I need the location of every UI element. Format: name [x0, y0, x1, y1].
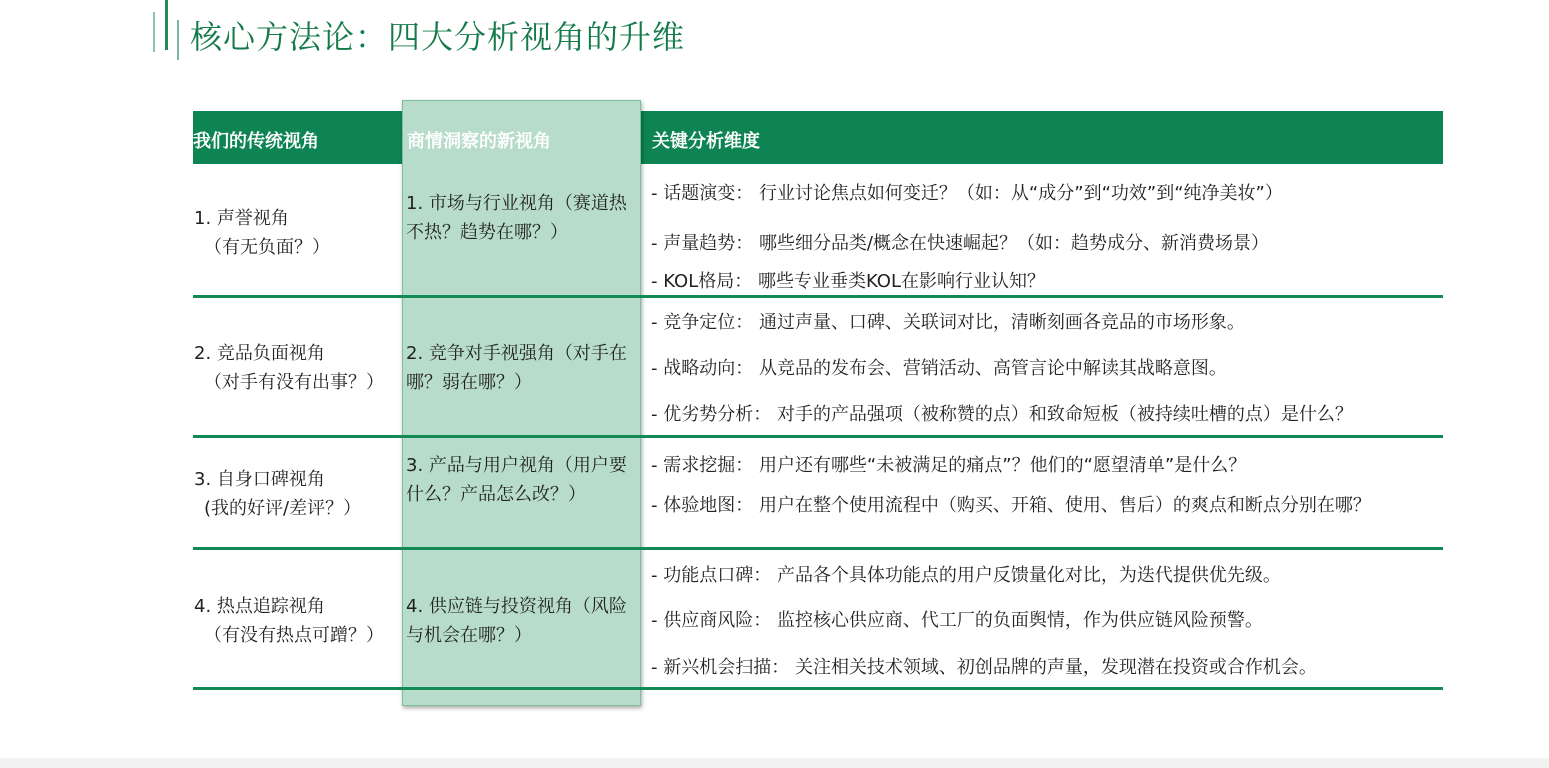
new-view-cell: 3. 产品与用户视角（用户要什么？产品怎么改？） [406, 455, 627, 505]
traditional-view-cell [194, 465, 361, 523]
new-view-cell: 1. 市场与行业视角（赛道热不热？趋势在哪？） [406, 193, 627, 243]
dimension-item: - 体验地图： 用户在整个使用流程中（购买、开箱、使用、售后）的爽点和断点分别在哪？ [651, 495, 1371, 516]
dimension-item: - 供应商风险： 监控核心供应商、代工厂的负面舆情，作为供应链风险预警。 [651, 610, 1263, 631]
dimension-item: - 战略动向： 从竞品的发布会、营销活动、高管言论中解读其战略意图。 [651, 358, 1227, 379]
dimension-item: - 功能点口碑： 产品各个具体功能点的用户反馈量化对比，为迭代提供优先级。 [651, 565, 1281, 586]
dimension-item: - 优劣势分析： 对手的产品强项（被称赞的点）和致命短板（被持续吐槽的点）是什么？ [651, 404, 1353, 425]
traditional-view-cell [194, 592, 384, 650]
row-divider [193, 687, 1443, 690]
title-decoration-bar [177, 20, 179, 60]
traditional-view-title: 3. 自身口碑视角 [194, 469, 325, 490]
header-new-view: 商情洞察的新视角 [407, 131, 551, 152]
traditional-view-question: （有无负面？） [204, 237, 330, 258]
traditional-view-title: 2. 竞品负面视角 [194, 343, 325, 364]
dimension-item: - 需求挖掘： 用户还有哪些“未被满足的痛点”？他们的“愿望清单”是什么？ [651, 455, 1247, 476]
dimension-item: - 竞争定位： 通过声量、口碑、关联词对比，清晰刻画各竞品的市场形象。 [651, 312, 1245, 333]
header-traditional-view: 我们的传统视角 [193, 131, 319, 152]
traditional-view-title: 1. 声誉视角 [194, 208, 289, 229]
traditional-view-title: 4. 热点追踪视角 [194, 596, 325, 617]
dimension-item: - 声量趋势： 哪些细分品类/概念在快速崛起？（如：趋势成分、新消费场景） [651, 233, 1269, 254]
page-title: 核心方法论：四大分析视角的升维 [190, 18, 686, 56]
traditional-view-question: (我的好评/差评？） [204, 498, 362, 519]
traditional-view-question: （对手有没有出事？） [204, 372, 384, 393]
dimension-item: - KOL格局： 哪些专业垂类KOL在影响行业认知？ [651, 271, 1045, 292]
row-divider [193, 547, 1443, 550]
new-view-cell: 2. 竞争对手视强角（对手在哪？弱在哪？） [406, 343, 627, 393]
row-divider [193, 435, 1443, 438]
header-key-dimensions: 关键分析维度 [652, 131, 760, 152]
footer-band [0, 758, 1549, 768]
table-header-band [193, 111, 1443, 164]
traditional-view-cell [194, 204, 330, 262]
traditional-view-cell [194, 339, 384, 397]
traditional-view-question: （有没有热点可蹭？） [204, 625, 384, 646]
title-decoration-bar [165, 0, 168, 50]
new-view-cell: 4. 供应链与投资视角（风险与机会在哪？） [406, 596, 627, 646]
row-divider [193, 295, 1443, 298]
dimension-item: - 新兴机会扫描： 关注相关技术领域、初创品牌的声量，发现潜在投资或合作机会。 [651, 657, 1317, 678]
dimension-item: - 话题演变： 行业讨论焦点如何变迁？（如：从“成分”到“功效”到“纯净美妆”） [651, 183, 1283, 204]
title-decoration-bar [153, 12, 155, 52]
